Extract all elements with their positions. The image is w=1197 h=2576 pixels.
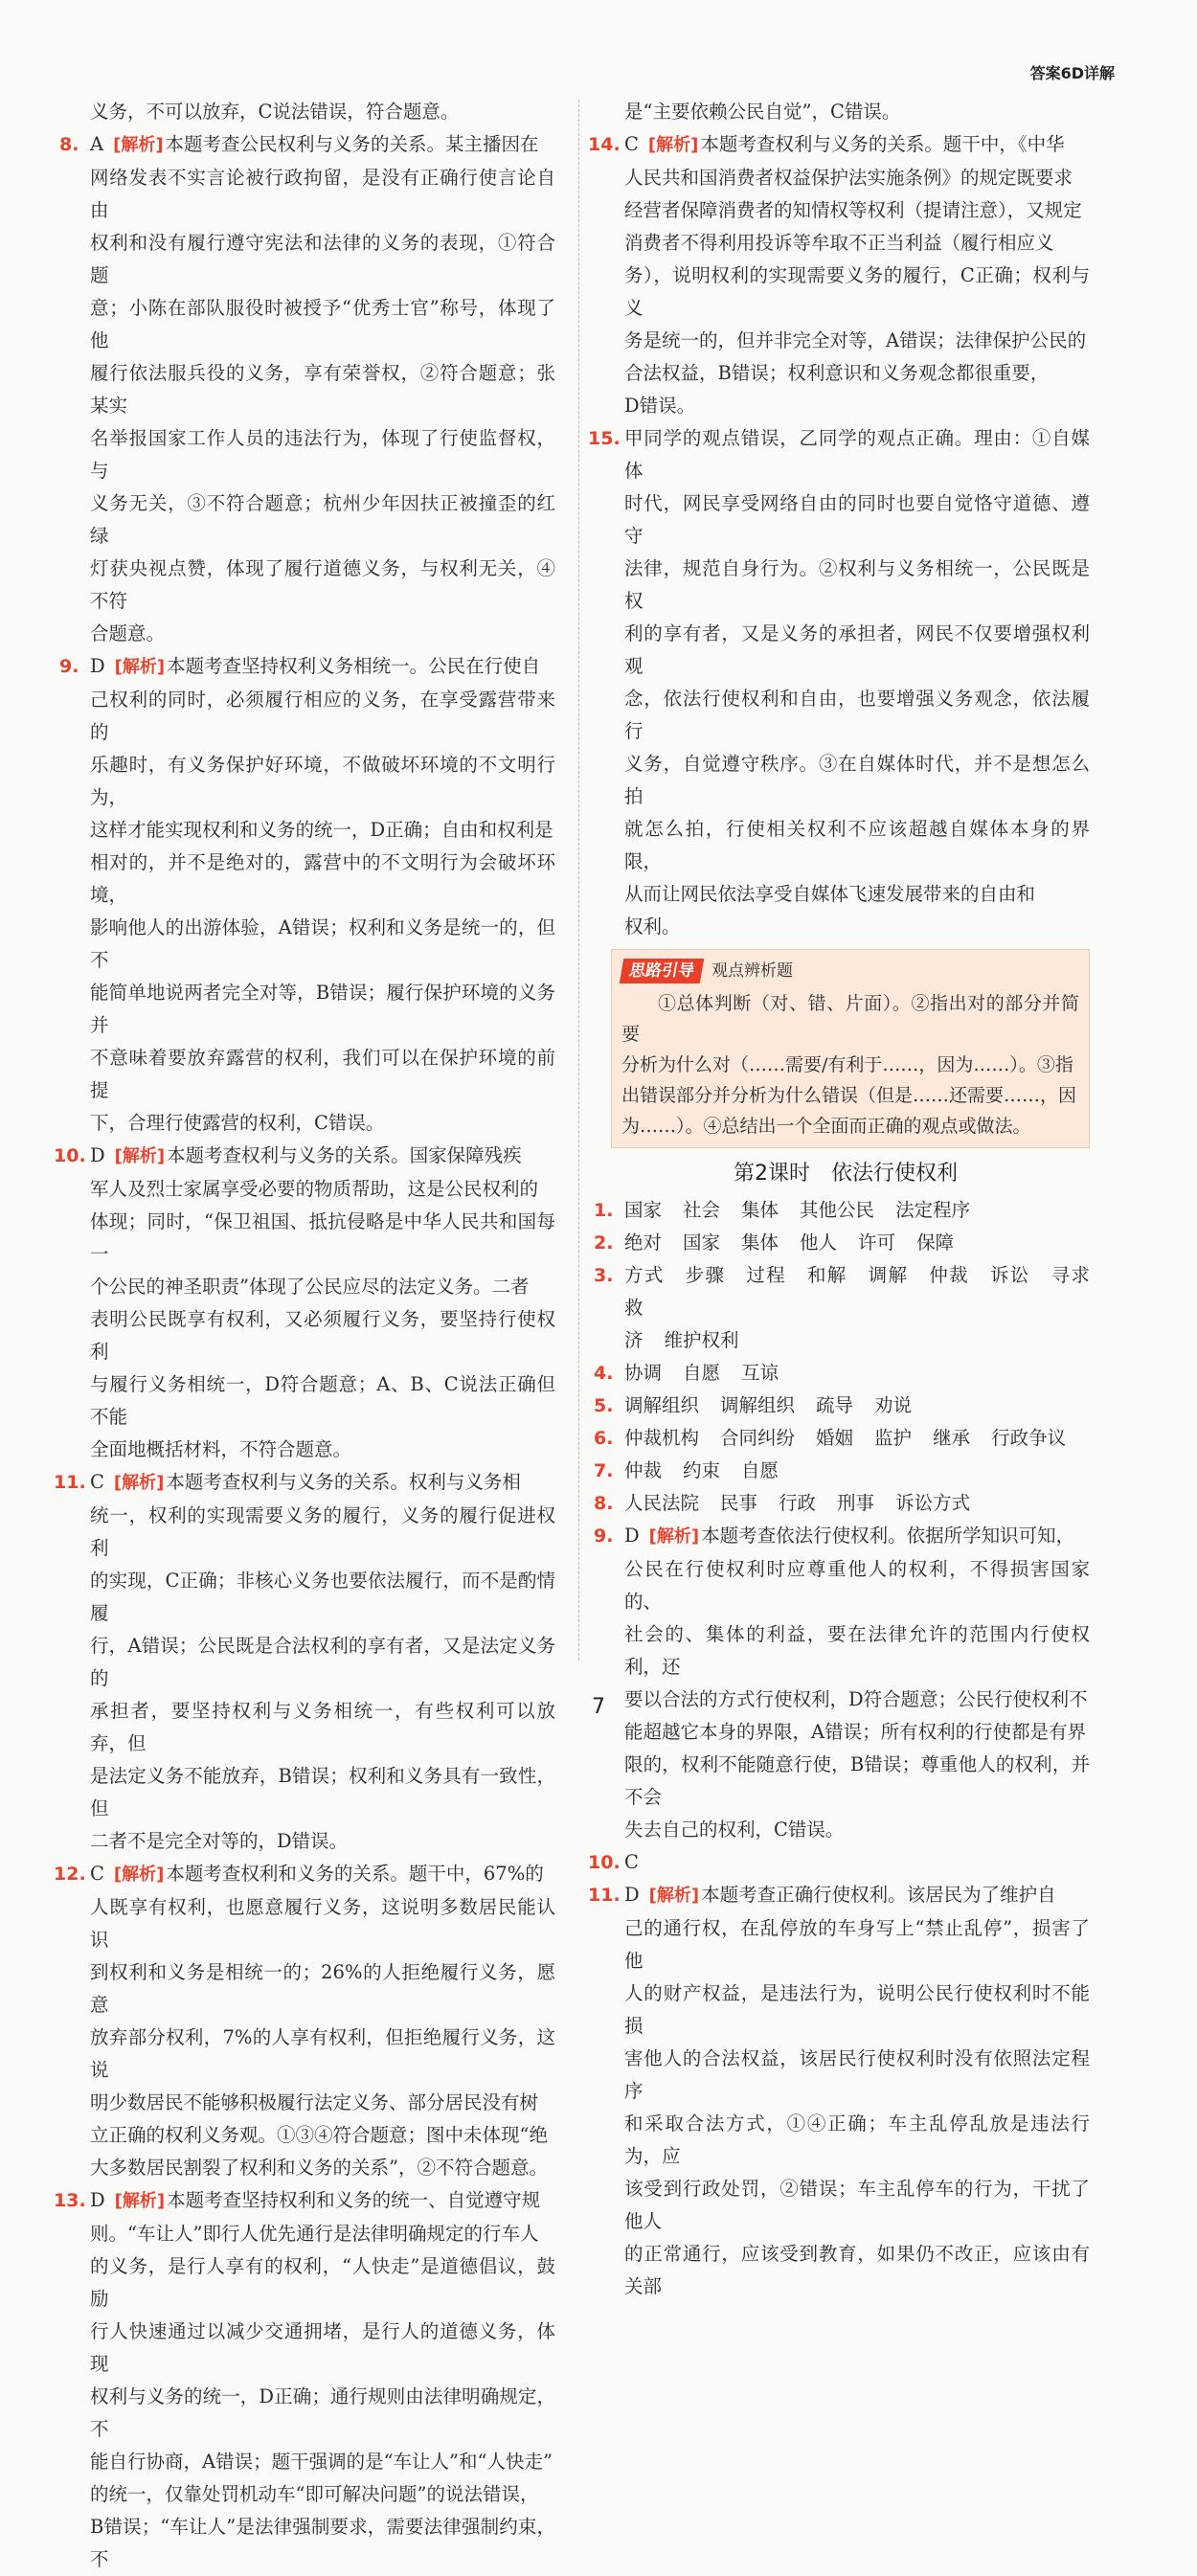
answer-text: 本题考查依法行使权利。依据所学知识可知， [701,1525,1075,1547]
answer-line: 与履行义务相统一，D符合题意；A、B、C说法正确但不能 [90,1373,555,1428]
answer-number: 10. [588,1852,621,1873]
answer-line: D错误。 [624,395,696,417]
answer-line: 就怎么拍，行使相关权利不应该超越自媒体本身的界限， [624,818,1090,872]
answer-line: 乐趣时，有义务保护好环境，不做破坏环境的不文明行为， [90,754,555,808]
answer-line: 能超越它本身的界限，A错误；所有权利的行使都是有界 [624,1721,1087,1743]
answer-line: 人既享有权利，也愿意履行义务，这说明多数居民能认识 [90,1896,555,1951]
answer-line: 意；小陈在部队服役时被授予“优秀士官”称号，体现了他 [90,297,555,351]
answer-line: 名举报国家工作人员的违法行为，体现了行使监督权，与 [90,427,555,482]
answer-number: 8. [594,1493,614,1514]
answer-line: 社会的、集体的利益，要在法律允许的范围内行使权利，还 [624,1623,1090,1678]
answer-text: 本题考查正确行使权利。该居民为了维护自 [701,1884,1056,1906]
answer-item [59,128,555,650]
answer-first-line [54,1140,555,1173]
page-number: 7 [592,1695,605,1719]
answer-number: 4. [594,1363,614,1384]
answer-line: 的正常通行，应该受到教育，如果仍不改正，应该由有关部 [624,2243,1090,2297]
answer-text: 本题考查权利与义务的关系。权利与义务相 [166,1471,521,1493]
answer-number: 12. [54,1864,86,1885]
answer-line: 人民共和国消费者权益保护法实施条例》的规定既要求 [624,167,1073,189]
fill-word: 济 [624,1329,644,1351]
continued-line: 是“主要依赖公民自觉”，C错误。 [624,101,901,123]
answer-line: 这样才能实现权利和义务的统一，D正确；自由和权利是 [90,819,553,841]
answer-line: 二者不是完全对等的，D错误。 [90,1830,349,1852]
answer-line: 消费者不得利用投诉等牟取不正当利益（履行相应义 [624,232,1054,254]
answer-line: 的统一，仅靠处罚机动车“即可解决问题”的说法错误， [90,2483,539,2505]
answer-choice: D [90,1144,105,1166]
fill-word: 法定程序 [895,1199,971,1221]
fill-word: 行政 [779,1492,817,1514]
fill-word: 调解 [868,1264,909,1286]
tip-subtitle: 观点辨析题 [711,961,793,981]
answer-item [54,2184,555,2576]
answer-number: 11. [54,1472,86,1493]
answer-first-line [588,422,1090,487]
answer-first-line [588,128,1090,162]
answer-line: B错误；“车让人”是法律强制要求，需要法律强制约束，不 [90,2516,555,2570]
fill-word: 行政争议 [991,1427,1067,1449]
answer-line: 己权利的同时，必须履行相应的义务，在享受露营带来的 [90,689,555,743]
fill-answer [594,1487,1090,1520]
fill-word: 其他公民 [800,1199,875,1221]
answer-first-line [588,1846,1090,1879]
answer-line: 权利与义务的统一，D正确；通行规则由法律明确规定，不 [90,2385,555,2440]
answer-line: 军人及烈士家属享受必要的物质帮助，这是公民权利的 [90,1178,539,1200]
answer-text: 本题考查坚持权利义务相统一。公民在行使自 [167,655,541,677]
answer-line: 要以合法的方式行使权利，D符合题意；公民行使权利不 [624,1688,1088,1710]
answer-line: 权利。 [624,915,681,938]
fill-word: 寻求救 [624,1264,1090,1319]
answer-text: 本题考查公民权利与义务的关系。某主播因在 [165,133,539,155]
fill-word: 他人 [800,1232,838,1254]
continued-line: 义务，不可以放弃，C说法错误，符合题意。 [90,101,460,123]
column-divider [578,100,579,1661]
answer-line: 念，依法行使权利和自由，也要增强义务观念，依法履行 [624,688,1090,742]
answer-line: 义务无关，③不符合题意；杭州少年因扶正被撞歪的红绿 [90,492,555,547]
answer-line: 立正确的权利义务观。①③④符合题意；图中未体现“绝 [90,2124,548,2146]
fill-word: 维护权利 [664,1329,739,1351]
fill-word: 和解 [806,1264,847,1286]
answer-item [59,650,555,1140]
answer-item [588,1879,1090,2303]
answer-line: 相对的，并不是绝对的，露营中的不文明行为会破坏环境， [90,851,555,906]
answer-item [588,422,1090,943]
answer-number: 9. [59,656,79,677]
answer-line: 权利和没有履行遵守宪法和法律的义务的表现，①符合题 [90,232,555,286]
tip-line: 分析为什么对（……需要/有利于……，因为……）。③指 [621,1054,1073,1075]
fill-word: 互谅 [741,1362,779,1384]
answer-choice: D [624,1884,640,1906]
answer-number: 10. [54,1145,86,1166]
fill-word: 自愿 [683,1362,721,1384]
fill-answer [594,1390,1090,1422]
answer-number: 9. [594,1525,614,1547]
answer-line: 时代，网民享受网络自由的同时也要自觉恪守道德、遵守 [624,492,1090,547]
tip-box [611,949,1090,1148]
answer-item [594,1520,1090,1846]
answer-number: 11. [588,1885,621,1906]
answer-number: 8. [59,134,79,155]
answer-first-line [54,1858,555,1891]
answer-line: 体现；同时，“保卫祖国、抵抗侵略是中华人民共和国每一 [90,1210,555,1265]
analysis-tag: [解析] [648,1526,700,1547]
answer-text: 本题考查权利与义务的关系。题干中，《中华 [700,133,1065,155]
answer-line: 大多数居民割裂了权利和义务的关系”，②不符合题意。 [90,2157,548,2179]
fill-word: 民事 [720,1492,758,1514]
answer-number: 3. [594,1265,614,1286]
fill-word: 仲裁 [624,1459,663,1481]
tip-line: 为……）。④总结出一个全面而正确的观点或做法。 [621,1116,1031,1137]
fill-answer [594,1227,1090,1259]
answer-line: 公民在行使权利时应尊重他人的权利，不得损害国家的、 [624,1558,1090,1613]
fill-word: 约束 [683,1459,721,1481]
answer-line: 从而让网民依法享受自媒体飞速发展带来的自由和 [624,883,1036,905]
fill-answer [594,1194,1090,1227]
fill-word: 婚姻 [816,1427,854,1449]
fill-word: 社会 [683,1199,721,1221]
fill-answer [594,1422,1090,1455]
answer-line: 法律，规范自身行为。②权利与义务相统一，公民既是权 [624,557,1090,612]
answer-item [54,1466,555,1858]
answer-line: 是法定义务不能放弃，B错误；权利和义务具有一致性，但 [90,1765,555,1819]
answer-line: 己的通行权，在乱停放的车身写上“禁止乱停”，损害了他 [624,1917,1090,1972]
answer-line: 表明公民既享有权利，又必须履行义务，要坚持行使权利 [90,1308,555,1363]
tip-header [621,956,1079,986]
answer-line: 的实现，C正确；非核心义务也要依法履行，而不是酌情履 [90,1570,555,1624]
answer-line: 经营者保障消费者的知情权等权利（提请注意），又规定 [624,199,1082,221]
answer-text: 本题考查权利和义务的关系。题干中，67%的 [166,1863,544,1885]
fill-word: 仲裁机构 [624,1427,700,1449]
fill-word: 继承 [933,1427,971,1449]
fill-word: 绝对 [624,1232,663,1254]
fill-word: 调解组织 [624,1394,700,1416]
fill-word: 疏导 [816,1394,854,1416]
fill-word: 诉讼 [989,1264,1030,1286]
answer-line: 履行依法服兵役的义务，享有荣誉权，②符合题意；张某实 [90,362,555,417]
fill-word: 仲裁 [929,1264,969,1286]
answer-line: 和采取合法方式，①④正确；车主乱停乱放是违法行为，应 [624,2113,1090,2167]
answer-number: 7. [594,1460,614,1481]
fill-word: 人民法院 [624,1492,700,1514]
answer-text: 甲同学的观点错误，乙同学的观点正确。理由：①自媒体 [624,427,1090,482]
answer-line: 灯获央视点赞，体现了履行道德义务，与权利无关，④不符 [90,557,555,612]
answer-line: 不意味着要放弃露营的权利，我们可以在保护环境的前提 [90,1047,555,1101]
answer-line: 合题意。 [90,622,166,644]
fill-word: 集体 [741,1232,779,1254]
fill-answer-cont [601,1324,1090,1357]
answer-choice: C [624,133,639,155]
left-column [54,96,555,2576]
answer-number: 6. [594,1428,614,1449]
fill-word: 集体 [741,1199,779,1221]
answer-choice: D [90,2189,105,2211]
fill-word: 国家 [683,1232,721,1254]
fill-word: 国家 [624,1199,663,1221]
fill-word: 合同纠纷 [720,1427,796,1449]
answer-line: 人的财产权益，是违法行为，说明公民行使权利时不能损 [624,1982,1090,2037]
answer-line: 限的，权利不能随意行使，B错误；尊重他人的权利，并不会 [624,1753,1090,1808]
analysis-tag: [解析] [647,135,699,155]
fill-word: 许可 [858,1232,896,1254]
answer-line: 利的享有者，又是义务的承担者，网民不仅要增强权利观 [624,622,1090,677]
answer-choice: C [90,1471,104,1493]
analysis-tag: [解析] [114,1146,166,1166]
answer-line: 个公民的神圣职责”体现了公民应尽的法定义务。二者 [90,1276,530,1298]
answer-line: 能简单地说两者完全对等，B错误；履行保护环境的义务并 [90,982,555,1036]
answer-choice: D [624,1525,640,1547]
answer-number: 13. [54,2190,86,2211]
analysis-tag: [解析] [648,1886,700,1906]
answer-line: 义务，自觉遵守秩序。③在自媒体时代，并不是想怎么拍 [624,753,1090,807]
answer-choice: C [90,1863,104,1885]
fill-word: 诉讼方式 [895,1492,971,1514]
answer-item [588,128,1090,422]
analysis-tag: [解析] [114,2191,166,2211]
answer-line: 的义务，是行人享有的权利，“人快走”是道德倡议，鼓励 [90,2255,555,2310]
answer-choice: D [90,655,105,677]
answer-choice: C [624,1851,639,1873]
analysis-tag: [解析] [113,135,164,155]
answer-line: 放弃部分权利，7%的人享有权利，但拒绝履行义务，这说 [90,2026,555,2081]
fill-word: 刑事 [837,1492,875,1514]
answer-line: 明少数居民不能够积极履行法定义务、部分居民没有树 [90,2091,539,2113]
answer-line: 务是统一的，但并非完全对等，A错误；法律保护公民的 [624,329,1087,351]
lesson-title: 第2课时 依法行使权利 [734,1162,958,1186]
answer-number: 14. [588,134,621,155]
answer-item [54,1140,555,1466]
answer-first-line [594,1520,1090,1553]
fill-word: 调解组织 [720,1394,796,1416]
answer-item [54,1858,555,2184]
fill-word: 保障 [916,1232,955,1254]
answer-number: 5. [594,1395,614,1416]
answer-first-line [59,128,555,162]
analysis-tag: [解析] [114,657,166,677]
answer-first-line [54,1466,555,1500]
answer-line: 该受到行政处罚，②错误；车主乱停车的行为，干扰了他人 [624,2178,1090,2232]
answer-line: 统一，权利的实现需要义务的履行，义务的履行促进权利 [90,1504,555,1559]
answer-number: 2. [594,1232,614,1254]
tip-line: 出错误部分并分析为什么错误（但是……还需要……，因 [621,1085,1077,1106]
answer-line: 害他人的合法权益，该居民行使权利时没有依照法定程序 [624,2047,1090,2102]
answer-line: 则。“车让人”即行人优先通行是法律明确规定的行车人 [90,2223,539,2245]
analysis-tag: [解析] [113,1864,165,1885]
answer-choice: A [90,133,104,155]
answer-first-line [54,2184,555,2218]
answer-text: 本题考查权利与义务的关系。国家保障残疾 [167,1144,522,1166]
answer-line: 到权利和义务是相统一的；26%的人拒绝履行义务，愿意 [90,1961,555,2016]
answer-line: 行，A错误；公民既是合法权利的享有者，又是法定义务的 [90,1635,555,1689]
answer-item [588,1846,1090,1879]
fill-word: 监护 [874,1427,913,1449]
answer-line: 务），说明权利的实现需要义务的履行，C正确；权利与义 [624,264,1090,319]
answer-first-line [59,650,555,684]
fill-word: 方式 [624,1264,665,1286]
answer-line: 下，合理行使露营的权利，C错误。 [90,1112,385,1134]
answer-line: 全面地概括材料，不符合题意。 [90,1438,352,1460]
fill-word: 自愿 [741,1459,779,1481]
analysis-tag: [解析] [113,1473,165,1493]
answer-line: 网络发表不实言论被行政拘留，是没有正确行使言论自由 [90,167,555,221]
answer-line: 失去自己的权利，C错误。 [624,1819,845,1841]
answer-line: 合法权益，B错误；权利意识和义务观念都很重要， [624,362,1050,384]
page-header-label: 答案6D详解 [1029,64,1115,82]
fill-answer [594,1259,1090,1324]
tip-line: ①总体判断（对、错、片面）。②指出对的部分并简要 [621,993,1079,1045]
answer-line: 承担者，要坚持权利与义务相统一，有些权利可以放弃，但 [90,1700,555,1754]
fill-word: 过程 [746,1264,786,1286]
answer-first-line [588,1879,1090,1912]
answer-line: 行人快速通过以减少交通拥堵，是行人的道德义务，体现 [90,2320,555,2375]
fill-answer [594,1357,1090,1390]
fill-word: 协调 [624,1362,663,1384]
answer-number: 15. [588,428,621,449]
fill-answer [594,1455,1090,1487]
fill-word: 劝说 [874,1394,913,1416]
right-column [588,96,1090,2303]
fill-word: 步骤 [685,1264,726,1286]
answer-text: 本题考查坚持权利和义务的统一、自觉遵守规 [167,2189,541,2211]
answer-line: 能自行协商，A错误；题干强调的是“车让人”和“人快走” [90,2451,553,2473]
answer-line: 影响他人的出游体验，A错误；权利和义务是统一的，但不 [90,916,555,971]
tip-badge: 思路引导 [620,959,705,983]
answer-number: 1. [594,1200,614,1221]
